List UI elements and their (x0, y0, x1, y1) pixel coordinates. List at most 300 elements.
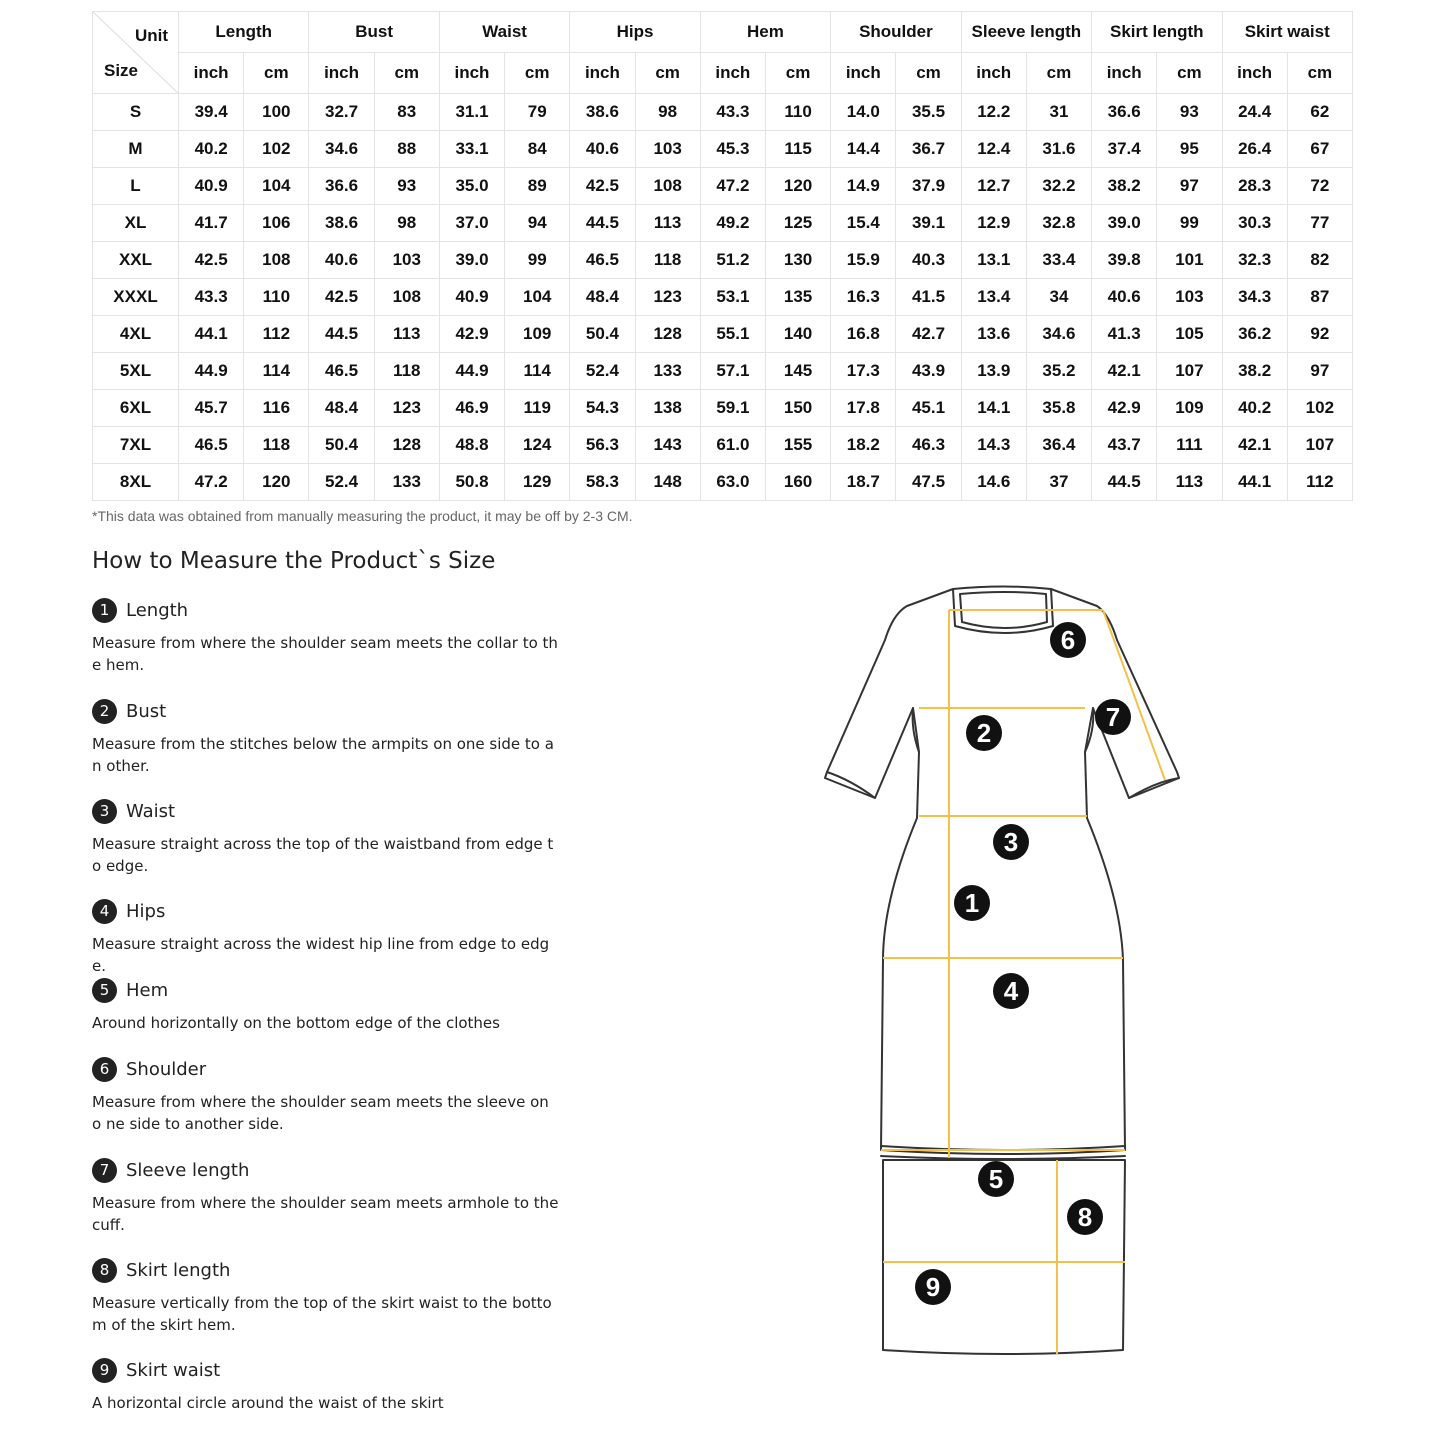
value-cell: 43.3 (700, 94, 765, 131)
size-cell: XXL (93, 242, 179, 279)
value-cell: 44.5 (570, 205, 635, 242)
value-cell: 14.6 (961, 464, 1026, 501)
svg-text:7: 7 (1105, 702, 1121, 732)
value-cell: 112 (1287, 464, 1352, 501)
value-cell: 40.2 (179, 131, 244, 168)
step-description: Measure from the stitches below the armpits on one side to an other. (92, 735, 554, 775)
step-number-badge: 1 (92, 598, 117, 623)
value-cell: 42.9 (439, 316, 504, 353)
step-number-badge: 8 (92, 1258, 117, 1283)
value-cell: 97 (1157, 168, 1222, 205)
value-cell: 129 (505, 464, 570, 501)
value-cell: 36.6 (309, 168, 374, 205)
diagram-marker-7 (1095, 699, 1131, 735)
value-cell: 38.2 (1222, 353, 1287, 390)
value-cell: 33.1 (439, 131, 504, 168)
table-corner-cell (93, 12, 179, 94)
value-cell: 15.9 (831, 242, 896, 279)
value-cell: 93 (374, 168, 439, 205)
value-cell: 28.3 (1222, 168, 1287, 205)
value-cell: 115 (765, 131, 830, 168)
value-cell: 55.1 (700, 316, 765, 353)
value-cell: 38.6 (570, 94, 635, 131)
value-cell: 82 (1287, 242, 1352, 279)
svg-text:8: 8 (1077, 1202, 1093, 1232)
value-cell: 97 (1287, 353, 1352, 390)
unit-label: cm (765, 53, 830, 94)
value-cell: 32.8 (1026, 205, 1091, 242)
diagram-marker-4 (993, 973, 1029, 1009)
value-cell: 112 (244, 316, 309, 353)
value-cell: 62 (1287, 94, 1352, 131)
column-header: Bust (309, 12, 439, 53)
value-cell: 12.9 (961, 205, 1026, 242)
value-cell: 148 (635, 464, 700, 501)
value-cell: 47.2 (179, 464, 244, 501)
size-header: Size (104, 61, 139, 80)
value-cell: 42.1 (1092, 353, 1157, 390)
value-cell: 130 (765, 242, 830, 279)
measure-step (92, 977, 562, 1034)
value-cell: 109 (505, 316, 570, 353)
unit-label: inch (1222, 53, 1287, 94)
dress-outline (825, 587, 1179, 1355)
svg-text:9: 9 (925, 1272, 941, 1302)
value-cell: 12.4 (961, 131, 1026, 168)
value-cell: 53.1 (700, 279, 765, 316)
value-cell: 44.9 (439, 353, 504, 390)
value-cell: 92 (1287, 316, 1352, 353)
how-to-measure-title: How to Measure the Product`s Size (92, 548, 496, 574)
size-cell: XL (93, 205, 179, 242)
step-number-badge: 7 (92, 1158, 117, 1183)
column-header: Skirt waist (1222, 12, 1353, 53)
unit-label: cm (896, 53, 961, 94)
value-cell: 119 (505, 390, 570, 427)
step-name: Hem (126, 979, 169, 1001)
diagram-marker-3 (993, 824, 1029, 860)
value-cell: 17.3 (831, 353, 896, 390)
value-cell: 113 (1157, 464, 1222, 501)
value-cell: 39.1 (896, 205, 961, 242)
value-cell: 143 (635, 427, 700, 464)
unit-label: cm (1287, 53, 1352, 94)
measure-step (92, 1257, 562, 1336)
table-row (93, 316, 1353, 353)
column-header: Hips (570, 12, 700, 53)
value-cell: 50.4 (309, 427, 374, 464)
value-cell: 39.0 (439, 242, 504, 279)
value-cell: 133 (635, 353, 700, 390)
dress-measurement-diagram (815, 580, 1195, 1370)
value-cell: 155 (765, 427, 830, 464)
value-cell: 37.4 (1092, 131, 1157, 168)
value-cell: 40.9 (439, 279, 504, 316)
size-cell: 4XL (93, 316, 179, 353)
value-cell: 34.6 (309, 131, 374, 168)
value-cell: 114 (244, 353, 309, 390)
step-description: A horizontal circle around the waist of the skirt (92, 1394, 444, 1412)
value-cell: 59.1 (700, 390, 765, 427)
step-name: Length (126, 599, 189, 621)
value-cell: 52.4 (309, 464, 374, 501)
value-cell: 36.6 (1092, 94, 1157, 131)
value-cell: 18.7 (831, 464, 896, 501)
measure-step (92, 597, 562, 676)
value-cell: 35.5 (896, 94, 961, 131)
value-cell: 99 (505, 242, 570, 279)
step-heading (92, 1056, 562, 1082)
value-cell: 98 (374, 205, 439, 242)
value-cell: 100 (244, 94, 309, 131)
value-cell: 41.7 (179, 205, 244, 242)
value-cell: 104 (244, 168, 309, 205)
unit-label: cm (635, 53, 700, 94)
value-cell: 67 (1287, 131, 1352, 168)
value-cell: 44.1 (179, 316, 244, 353)
unit-label: cm (1026, 53, 1091, 94)
value-cell: 107 (1157, 353, 1222, 390)
value-cell: 48.4 (309, 390, 374, 427)
value-cell: 110 (765, 94, 830, 131)
value-cell: 38.6 (309, 205, 374, 242)
value-cell: 41.3 (1092, 316, 1157, 353)
value-cell: 89 (505, 168, 570, 205)
value-cell: 140 (765, 316, 830, 353)
unit-label: cm (1157, 53, 1222, 94)
value-cell: 111 (1157, 427, 1222, 464)
step-name: Bust (126, 700, 167, 722)
value-cell: 50.4 (570, 316, 635, 353)
unit-label: cm (244, 53, 309, 94)
svg-text:4: 4 (1003, 976, 1019, 1006)
value-cell: 114 (505, 353, 570, 390)
value-cell: 42.5 (309, 279, 374, 316)
value-cell: 72 (1287, 168, 1352, 205)
step-heading (92, 1357, 562, 1383)
value-cell: 45.3 (700, 131, 765, 168)
value-cell: 13.4 (961, 279, 1026, 316)
value-cell: 14.9 (831, 168, 896, 205)
diagram-marker-5 (978, 1161, 1014, 1197)
size-cell: S (93, 94, 179, 131)
value-cell: 31.6 (1026, 131, 1091, 168)
value-cell: 124 (505, 427, 570, 464)
step-number-badge: 2 (92, 699, 117, 724)
value-cell: 32.7 (309, 94, 374, 131)
value-cell: 108 (635, 168, 700, 205)
value-cell: 44.5 (1092, 464, 1157, 501)
value-cell: 43.3 (179, 279, 244, 316)
value-cell: 34.6 (1026, 316, 1091, 353)
value-cell: 17.8 (831, 390, 896, 427)
step-name: Hips (126, 900, 166, 922)
value-cell: 103 (1157, 279, 1222, 316)
step-heading (92, 1157, 562, 1183)
value-cell: 49.2 (700, 205, 765, 242)
value-cell: 37.9 (896, 168, 961, 205)
value-cell: 43.7 (1092, 427, 1157, 464)
column-header: Waist (439, 12, 569, 53)
value-cell: 31.1 (439, 94, 504, 131)
table-row (93, 464, 1353, 501)
value-cell: 40.6 (570, 131, 635, 168)
value-cell: 125 (765, 205, 830, 242)
value-cell: 87 (1287, 279, 1352, 316)
value-cell: 93 (1157, 94, 1222, 131)
value-cell: 42.9 (1092, 390, 1157, 427)
value-cell: 110 (244, 279, 309, 316)
step-description: Measure from where the shoulder seam meets armhole to the cuff. (92, 1194, 559, 1234)
diagram-marker-2 (966, 715, 1002, 751)
unit-label: inch (1092, 53, 1157, 94)
value-cell: 138 (635, 390, 700, 427)
value-cell: 40.3 (896, 242, 961, 279)
step-name: Sleeve length (126, 1159, 250, 1181)
value-cell: 39.8 (1092, 242, 1157, 279)
value-cell: 107 (1287, 427, 1352, 464)
size-cell: M (93, 131, 179, 168)
value-cell: 48.4 (570, 279, 635, 316)
value-cell: 56.3 (570, 427, 635, 464)
unit-label: inch (570, 53, 635, 94)
measure-step (92, 698, 562, 777)
unit-label: inch (439, 53, 504, 94)
size-cell: XXXL (93, 279, 179, 316)
value-cell: 77 (1287, 205, 1352, 242)
value-cell: 94 (505, 205, 570, 242)
value-cell: 41.5 (896, 279, 961, 316)
svg-text:5: 5 (988, 1164, 1004, 1194)
value-cell: 14.0 (831, 94, 896, 131)
step-heading (92, 698, 562, 724)
value-cell: 37.0 (439, 205, 504, 242)
value-cell: 101 (1157, 242, 1222, 279)
value-cell: 24.4 (1222, 94, 1287, 131)
step-heading (92, 1257, 562, 1283)
value-cell: 40.6 (309, 242, 374, 279)
value-cell: 37 (1026, 464, 1091, 501)
value-cell: 145 (765, 353, 830, 390)
step-heading (92, 898, 562, 924)
table-row (93, 94, 1353, 131)
value-cell: 47.5 (896, 464, 961, 501)
value-cell: 128 (635, 316, 700, 353)
value-cell: 118 (374, 353, 439, 390)
value-cell: 42.7 (896, 316, 961, 353)
value-cell: 61.0 (700, 427, 765, 464)
step-description: Measure from where the shoulder seam meets the collar to the hem. (92, 634, 558, 674)
value-cell: 31 (1026, 94, 1091, 131)
value-cell: 102 (1287, 390, 1352, 427)
value-cell: 44.1 (1222, 464, 1287, 501)
table-row (93, 279, 1353, 316)
measure-step (92, 1056, 562, 1135)
value-cell: 18.2 (831, 427, 896, 464)
value-cell: 32.3 (1222, 242, 1287, 279)
unit-label: inch (700, 53, 765, 94)
value-cell: 109 (1157, 390, 1222, 427)
measure-step (92, 1157, 562, 1236)
value-cell: 48.8 (439, 427, 504, 464)
step-heading (92, 798, 562, 824)
value-cell: 120 (765, 168, 830, 205)
value-cell: 12.7 (961, 168, 1026, 205)
measurement-note: *This data was obtained from manually measuring the product, it may be off by 2-3 CM. (92, 508, 633, 524)
size-chart-table (92, 11, 1353, 501)
step-name: Waist (126, 800, 176, 822)
step-description: Around horizontally on the bottom edge of the clothes (92, 1014, 500, 1032)
unit-label: inch (831, 53, 896, 94)
value-cell: 45.7 (179, 390, 244, 427)
unit-label: cm (505, 53, 570, 94)
value-cell: 42.1 (1222, 427, 1287, 464)
value-cell: 14.4 (831, 131, 896, 168)
value-cell: 46.5 (179, 427, 244, 464)
value-cell: 99 (1157, 205, 1222, 242)
value-cell: 52.4 (570, 353, 635, 390)
value-cell: 120 (244, 464, 309, 501)
value-cell: 40.9 (179, 168, 244, 205)
step-description: Measure from where the shoulder seam meets the sleeve on o ne side to another side. (92, 1093, 549, 1133)
step-name: Skirt waist (126, 1359, 221, 1381)
column-header: Sleeve length (961, 12, 1091, 53)
value-cell: 15.4 (831, 205, 896, 242)
svg-text:3: 3 (1003, 827, 1019, 857)
unit-label: inch (961, 53, 1026, 94)
value-cell: 42.5 (570, 168, 635, 205)
step-name: Shoulder (126, 1058, 207, 1080)
value-cell: 46.5 (570, 242, 635, 279)
value-cell: 118 (635, 242, 700, 279)
size-cell: 5XL (93, 353, 179, 390)
table-row (93, 390, 1353, 427)
size-cell: L (93, 168, 179, 205)
table-row (93, 205, 1353, 242)
value-cell: 46.5 (309, 353, 374, 390)
table-row (93, 353, 1353, 390)
value-cell: 39.4 (179, 94, 244, 131)
value-cell: 42.5 (179, 242, 244, 279)
measure-step (92, 798, 562, 877)
value-cell: 51.2 (700, 242, 765, 279)
unit-label: inch (309, 53, 374, 94)
measure-step (92, 1357, 562, 1414)
value-cell: 44.9 (179, 353, 244, 390)
value-cell: 35.0 (439, 168, 504, 205)
svg-text:2: 2 (976, 718, 992, 748)
value-cell: 95 (1157, 131, 1222, 168)
value-cell: 47.2 (700, 168, 765, 205)
step-name: Skirt length (126, 1259, 231, 1281)
value-cell: 12.2 (961, 94, 1026, 131)
step-heading (92, 597, 562, 623)
value-cell: 26.4 (1222, 131, 1287, 168)
value-cell: 118 (244, 427, 309, 464)
diagram-marker-6 (1050, 622, 1086, 658)
value-cell: 44.5 (309, 316, 374, 353)
value-cell: 84 (505, 131, 570, 168)
value-cell: 103 (635, 131, 700, 168)
value-cell: 54.3 (570, 390, 635, 427)
column-header: Length (179, 12, 309, 53)
value-cell: 13.9 (961, 353, 1026, 390)
value-cell: 36.4 (1026, 427, 1091, 464)
value-cell: 45.1 (896, 390, 961, 427)
value-cell: 63.0 (700, 464, 765, 501)
svg-text:1: 1 (964, 888, 980, 918)
value-cell: 13.1 (961, 242, 1026, 279)
value-cell: 34.3 (1222, 279, 1287, 316)
column-header: Shoulder (831, 12, 961, 53)
value-cell: 116 (244, 390, 309, 427)
size-cell: 7XL (93, 427, 179, 464)
step-description: Measure straight across the top of the waistband from edge to edge. (92, 835, 554, 875)
value-cell: 113 (374, 316, 439, 353)
value-cell: 105 (1157, 316, 1222, 353)
table-row (93, 427, 1353, 464)
value-cell: 104 (505, 279, 570, 316)
size-cell: 6XL (93, 390, 179, 427)
value-cell: 35.2 (1026, 353, 1091, 390)
value-cell: 123 (374, 390, 439, 427)
value-cell: 16.8 (831, 316, 896, 353)
value-cell: 33.4 (1026, 242, 1091, 279)
value-cell: 14.1 (961, 390, 1026, 427)
value-cell: 108 (244, 242, 309, 279)
value-cell: 46.3 (896, 427, 961, 464)
step-heading (92, 977, 562, 1003)
value-cell: 113 (635, 205, 700, 242)
table-row (93, 168, 1353, 205)
column-header: Hem (700, 12, 830, 53)
measure-step (92, 898, 562, 977)
unit-label: inch (179, 53, 244, 94)
table-row (93, 131, 1353, 168)
step-description: Measure straight across the widest hip line from edge to edge. (92, 935, 550, 975)
value-cell: 50.8 (439, 464, 504, 501)
value-cell: 160 (765, 464, 830, 501)
value-cell: 40.2 (1222, 390, 1287, 427)
size-cell: 8XL (93, 464, 179, 501)
value-cell: 38.2 (1092, 168, 1157, 205)
value-cell: 106 (244, 205, 309, 242)
step-number-badge: 3 (92, 799, 117, 824)
table-row (93, 242, 1353, 279)
value-cell: 58.3 (570, 464, 635, 501)
value-cell: 103 (374, 242, 439, 279)
value-cell: 14.3 (961, 427, 1026, 464)
value-cell: 135 (765, 279, 830, 316)
value-cell: 102 (244, 131, 309, 168)
step-number-badge: 6 (92, 1057, 117, 1082)
diagram-marker-1 (954, 885, 990, 921)
value-cell: 150 (765, 390, 830, 427)
value-cell: 108 (374, 279, 439, 316)
value-cell: 30.3 (1222, 205, 1287, 242)
value-cell: 123 (635, 279, 700, 316)
value-cell: 36.7 (896, 131, 961, 168)
value-cell: 40.6 (1092, 279, 1157, 316)
value-cell: 36.2 (1222, 316, 1287, 353)
diagram-marker-8 (1067, 1199, 1103, 1235)
unit-label: cm (374, 53, 439, 94)
unit-header: Unit (134, 26, 168, 45)
value-cell: 46.9 (439, 390, 504, 427)
value-cell: 32.2 (1026, 168, 1091, 205)
column-header: Skirt length (1092, 12, 1222, 53)
step-number-badge: 9 (92, 1358, 117, 1383)
